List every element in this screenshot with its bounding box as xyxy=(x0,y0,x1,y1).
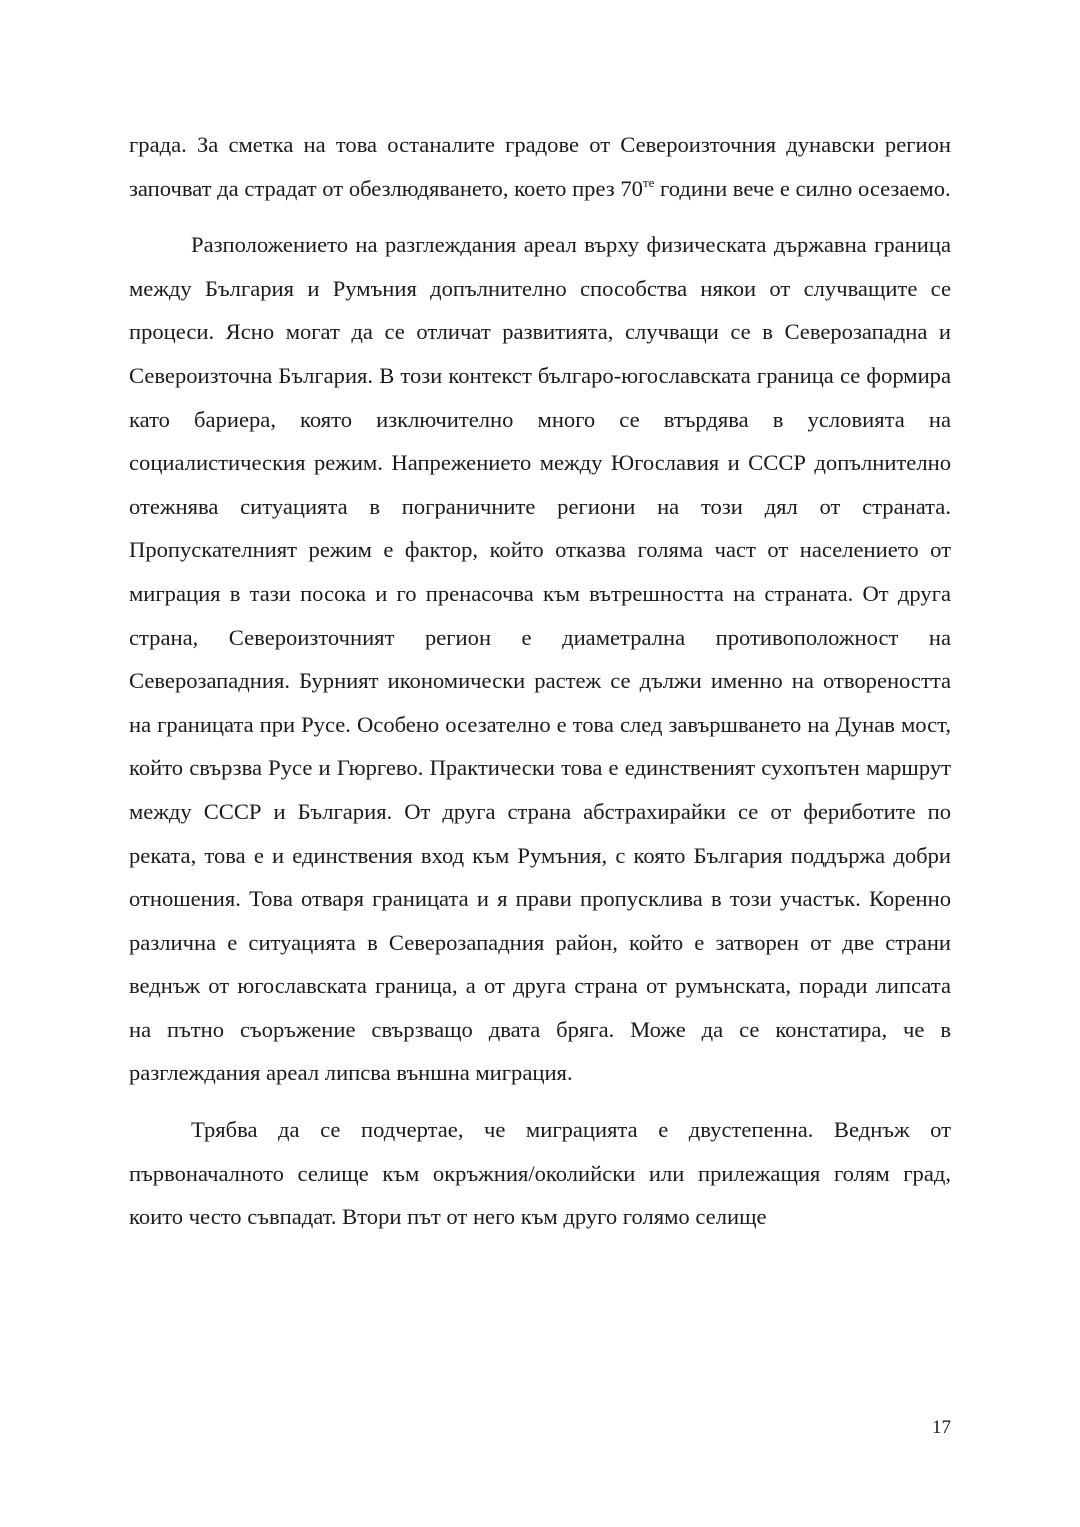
page-number: 17 xyxy=(932,1417,951,1438)
superscript-te: те xyxy=(642,174,655,190)
paragraph-1 xyxy=(129,123,951,210)
paragraph-1-text-end: години вече е силно осезаемо. xyxy=(654,175,951,201)
paragraph-3: Трябва да се подчертае, че миграцията е двустепенна. Веднъж от първоначалното селище към окръжния/околийски или прилежащия голям град, които често съвпадат. Втори път от него към друго голямо селище xyxy=(129,1117,951,1230)
body-text xyxy=(129,123,951,1239)
paragraph-2: Разположението на разглеждания ареал върху физическата държавна граница между България и Румъния допълнително способства някои от случващите се процеси. Ясно могат да се отличат развитията, случващи се в Северозападна и Североизточна България. В този контекст българо-югославската граница се формира като бариера, която изключително много се втърдява в условията на социалистическия режим. Напрежението между Югославия и СССР допълнително отежнява ситуацията в пограничните региони на този дял от страната. Пропускателният режим е фактор, който отказва голяма част от населението от миграция в тази посока и го пренасочва към вътрешността на страната. От друга страна, Североизточният регион е диаметрална противоположност на Северозападния. Бурният икономически растеж се дължи именно на отвореността на границата при Русе. Особено осезателно е това след завършването на Дунав мост, който свързва Русе и Гюргево. Практически това е единственият сухопътен маршрут между СССР и България. От друга страна абстрахирайки се от фериботите по реката, това е и единствения вход към Румъния, с която България поддържа добри отношения. Това отваря границата и я прави пропусклива в този участък. Коренно различна е ситуацията в Северозападния район, който е затворен от две страни веднъж от югославската граница, а от друга страна от румънската, поради липсата на пътно съоръжение свързващо двата бряга. Може да се констатира, че в разглеждания ареал липсва външна миграция. xyxy=(129,232,951,1086)
paragraph-1-text-start: града. За сметка на това останалите градове от Североизточния дунавски регион започват да страдат от обезлюдяването, което през 70 xyxy=(129,132,951,201)
